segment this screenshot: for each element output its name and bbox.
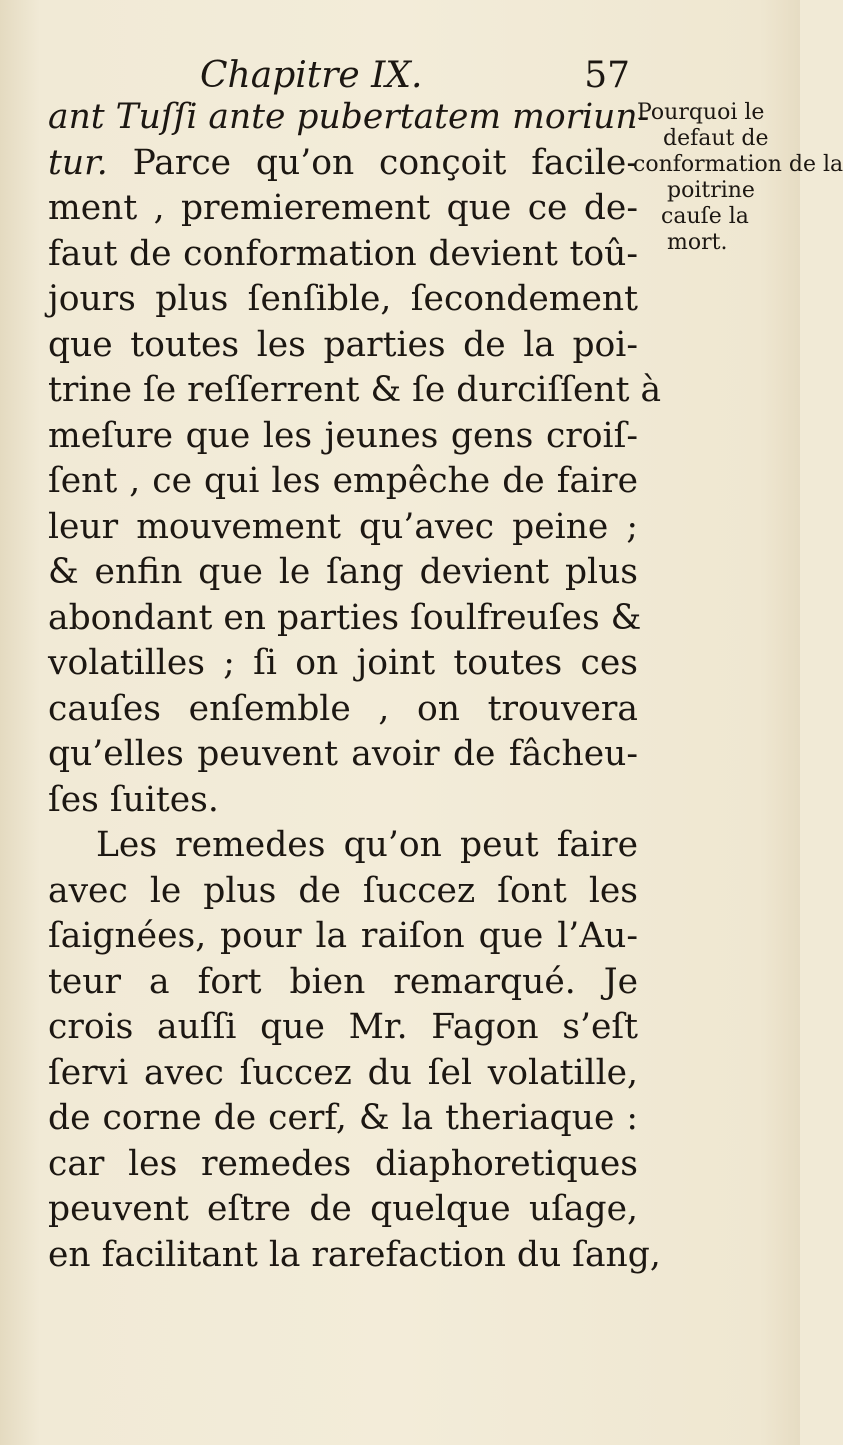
text-line: ſervi avec ſuccez du ſel volatille, [48, 1052, 638, 1093]
text-line: en facilitant la rarefaction du ſang, [48, 1234, 661, 1275]
text-line: qu’elles peuvent avoir de fâcheu- [48, 734, 638, 774]
chapter-title: Chapitre IX. [200, 55, 423, 96]
margin-note-line: defaut de [663, 126, 769, 151]
margin-note-line: conformation de la [633, 152, 843, 177]
margin-note-line: mort. [667, 230, 728, 255]
text-line: teur a fort bien remarqué. Je [48, 961, 638, 1002]
text-line: faut de conformation devient toû- [48, 233, 638, 274]
text-line: & enfin que le ſang devient plus [48, 552, 638, 592]
text-line: ant Tuſſi ante pubertatem moriun- [48, 97, 650, 137]
text-line: peuvent eſtre de quelque uſage, [48, 1189, 638, 1229]
paragraph-start-line: Les remedes qu’on peut faire [96, 825, 638, 865]
text-line: ſent , ce qui les empêche de faire [48, 461, 638, 501]
text-line: abondant en parties ſoulfreuſes & [48, 597, 642, 638]
text-line: de corne de cerf, & la theriaque : [48, 1098, 638, 1138]
text-line: car les remedes diaphoretiques [48, 1143, 638, 1184]
text-line: trine ſe reſſerrent & ſe durciſſent à [48, 370, 662, 410]
page-number: 57 [584, 55, 630, 96]
margin-note [633, 100, 843, 256]
text-line: ſaignées, pour la raiſon que l’Au- [48, 916, 638, 956]
text-line: cauſes enſemble , on trouvera [48, 688, 638, 729]
text-line: volatilles ; ſi on joint toutes ces [48, 643, 638, 683]
text-line: avec le plus de ſuccez ſont les [48, 870, 638, 911]
text-line: leur mouvement qu’avec peine ; [48, 506, 638, 547]
text-line: meſure que les jeunes gens croiſ- [48, 415, 638, 456]
margin-note-line: Pourquoi le [637, 100, 765, 125]
text-line: tur. Parce qu’on conçoit facile- [48, 142, 638, 183]
text-line: crois auſſi que Mr. Fagon s’eſt [48, 1007, 638, 1047]
text-line: ſes ſuites. [48, 779, 219, 820]
margin-note-line: cauſe la [661, 204, 749, 229]
margin-note-line: poitrine [667, 178, 755, 203]
body-text [48, 95, 662, 1278]
text-line: ment , premierement que ce de- [48, 188, 638, 228]
text-line: jours plus ſenſible, ſecondement [48, 279, 638, 319]
text-line: que toutes les parties de la poi- [48, 324, 638, 365]
